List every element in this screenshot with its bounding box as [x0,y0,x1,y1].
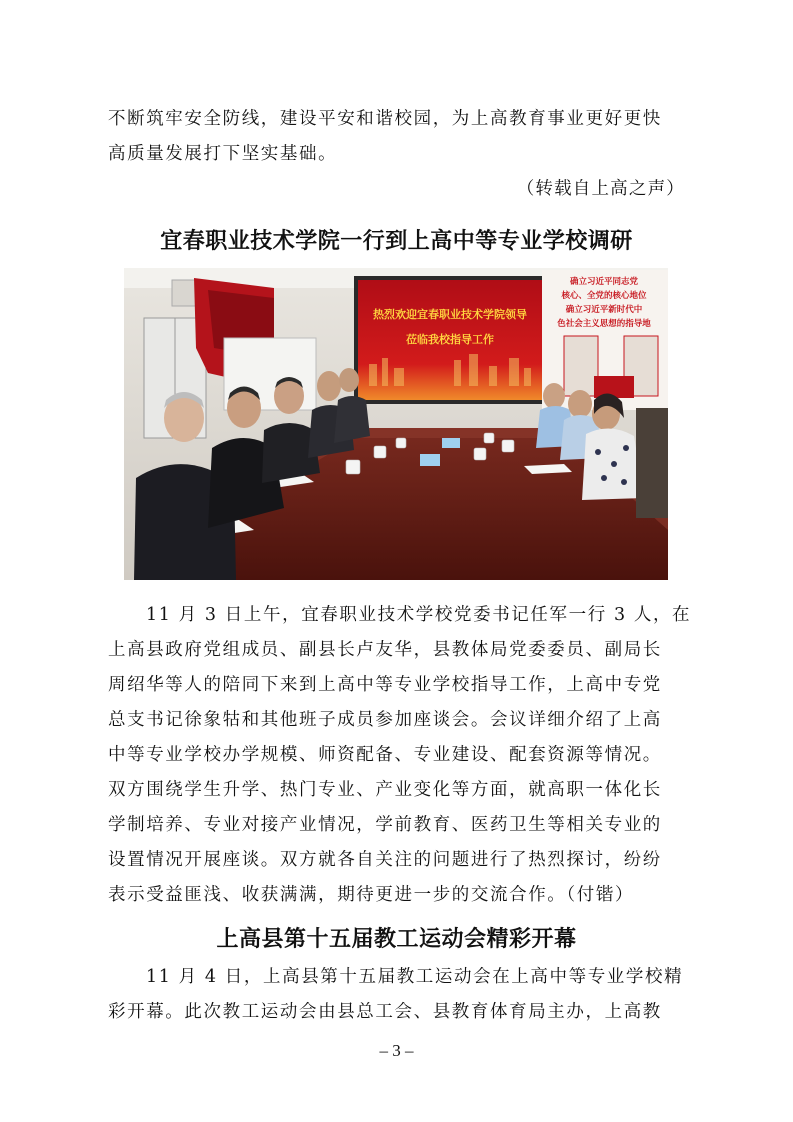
wall-line-4: 色社会主义思想的指导地 [557,319,651,329]
wall-line-3: 确立习近平新时代中 [565,305,643,315]
wall-line-1: 确立习近平同志党 [569,277,639,287]
article-title: 上高县第十五届教工运动会精彩开幕 [216,927,577,952]
paragraph-line: 总支书记徐象牯和其他班子成员参加座谈会。会议详细介绍了上高 [108,710,662,730]
paragraph-line: 彩开幕。此次教工运动会由县总工会、县教育体育局主办，上高教 [108,1002,662,1022]
wall-line-2: 核心、全党的核心地位 [561,291,647,301]
paragraph-line: 11 月 4 日，上高县第十五届教工运动会在上高中等专业学校精 [146,967,684,987]
source-note: （转载自上高之声） [516,179,685,199]
paragraph-line: 表示受益匪浅、收获满满，期待更进一步的交流合作。（付锴） [108,885,635,905]
paragraph-line: 周绍华等人的陪同下来到上高中等专业学校指导工作，上高中专党 [108,675,662,695]
meeting-photo [124,268,668,580]
paragraph-line: 中等专业学校办学规模、师资配备、专业建设、配套资源等情况。 [108,745,662,765]
screen-line-2: 莅临我校指导工作 [406,333,494,346]
paragraph-line: 学制培养、专业对接产业情况，学前教育、医药卫生等相关专业的 [108,815,662,835]
article-title: 宜春职业技术学院一行到上高中等专业学校调研 [160,229,633,254]
paragraph-line: 11 月 3 日上午，宜春职业技术学校党委书记任军一行 3 人，在 [146,605,692,625]
screen-line-1: 热烈欢迎宜春职业技术学院领导 [373,308,527,321]
paragraph-line: 双方围绕学生升学、热门专业、产业变化等方面，就高职一体化长 [108,780,662,800]
intro-line: 不断筑牢安全防线，建设平安和谐校园，为上高教育事业更好更快 [108,109,662,129]
paragraph-line: 设置情况开展座谈。双方就各自关注的问题进行了热烈探讨，纷纷 [108,850,662,870]
intro-line: 高质量发展打下坚实基础。 [108,144,338,164]
paragraph-line: 上高县政府党组成员、副县长卢友华，县教体局党委委员、副局长 [108,640,662,660]
page-number: – 3 – [379,1041,414,1060]
